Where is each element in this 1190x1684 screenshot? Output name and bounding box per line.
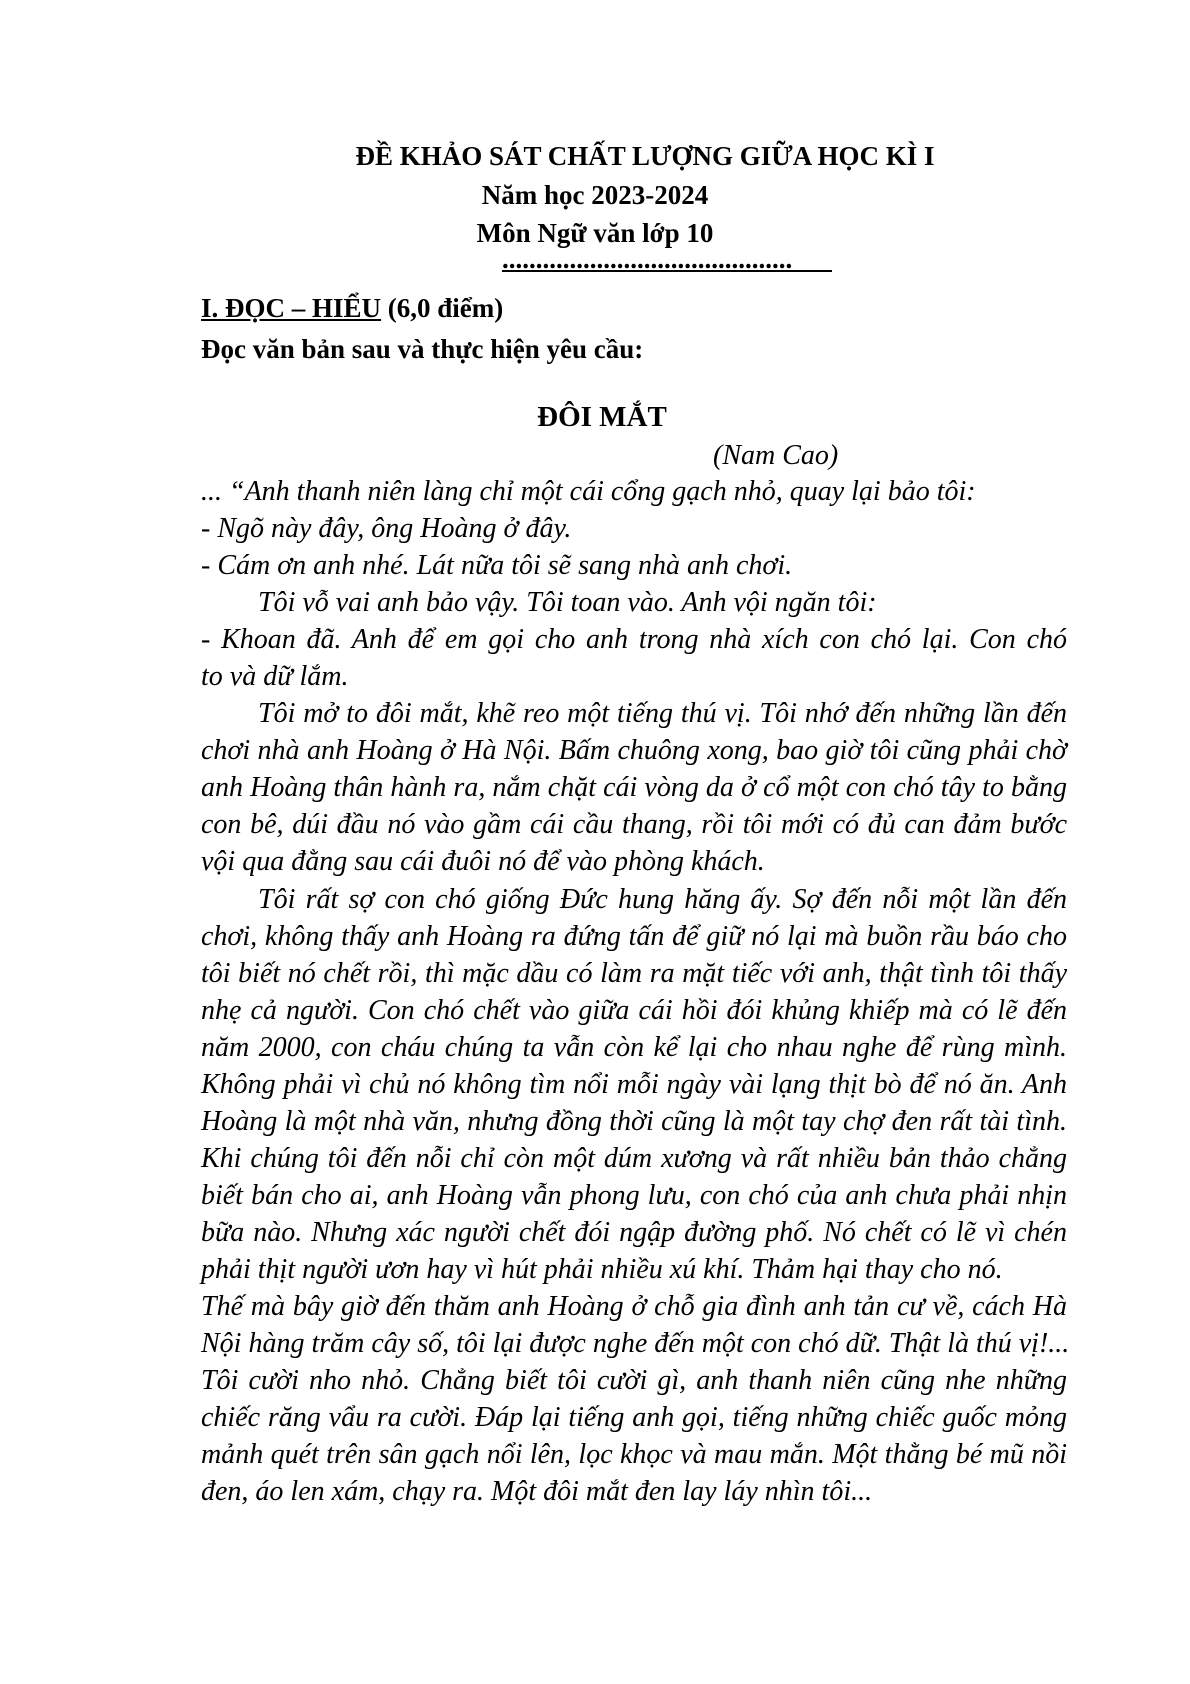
section-heading: [201, 293, 503, 324]
passage-line: con bê, dúi đầu nó vào gầm cái cầu thang, rồi tôi mới có đủ can đảm bước: [201, 809, 1067, 840]
passage-line: chiếc răng vẩu ra cười. Đáp lại tiếng anh gọi, tiếng những chiếc guốc mỏng: [201, 1402, 1067, 1433]
text-author: (Nam Cao): [713, 440, 839, 471]
passage-line: Khi chúng tôi đến nỗi chỉ còn một dúm xương và rất nhiều bản thảo chẳng: [201, 1143, 1067, 1174]
passage-line: - Ngõ này đây, ông Hoàng ở đây.: [201, 513, 572, 544]
passage-line: Tôi rất sợ con chó giống Đức hung hăng ấy. Sợ đến nỗi một lần đến: [258, 884, 1067, 915]
passage-line: đen, áo len xám, chạy ra. Một đôi mắt đen lay láy nhìn tôi...: [201, 1476, 873, 1507]
section-heading-title: I. ĐỌC – HIỂU: [201, 293, 382, 323]
passage-line: Không phải vì chủ nó không tìm nổi mỗi ngày vài lạng thịt bò để nó ăn. Anh: [201, 1069, 1067, 1100]
passage-line: biết bán cho ai, anh Hoàng vẫn phong lưu, con chó của anh chưa phải nhịn: [201, 1180, 1067, 1211]
passage-line: vội qua đằng sau cái đuôi nó để vào phòng khách.: [201, 846, 765, 877]
passage-line: chơi nhà anh Hoàng ở Hà Nội. Bấm chuông xong, bao giờ tôi cũng phải chờ: [201, 735, 1067, 766]
passage-line: to và dữ lắm.: [201, 661, 349, 692]
section-heading-points: (6,0 điểm): [381, 293, 504, 323]
subject-line: Môn Ngữ văn lớp 10: [476, 218, 714, 248]
passage-line: Nội hàng trăm cây số, tôi lại được nghe đến một con chó dữ. Thật là thú vị!...: [201, 1328, 1070, 1359]
passage-line: phải thịt người ươn hay vì hút phải nhiều xú khí. Thảm hại thay cho nó.: [201, 1254, 1003, 1285]
passage-line: ... “Anh thanh niên làng chỉ một cái cổng gạch nhỏ, quay lại bảo tôi:: [201, 476, 976, 507]
passage-line: năm 2000, con cháu chúng ta vẫn còn kể lại cho nhau nghe để rùng mình.: [201, 1032, 1067, 1063]
passage-line: tôi biết nó chết rồi, thì mặc dầu có làm ra mặt tiếc với anh, thật tình tôi thấy: [201, 958, 1067, 989]
passage-line: mảnh quét trên sân gạch nổi lên, lọc khọc và mau mắn. Một thằng bé mũ nồi: [201, 1439, 1067, 1470]
passage-line: chơi, không thấy anh Hoàng ra đứng tấn để giữ nó lại mà buồn rầu báo cho: [201, 921, 1067, 952]
passage-line: nhẹ cả người. Con chó chết vào giữa cái hồi đói khủng khiếp mà có lẽ đến: [201, 995, 1067, 1026]
passage-line: - Cám ơn anh nhé. Lát nữa tôi sẽ sang nhà anh chơi.: [201, 550, 793, 581]
passage-line: Tôi mở to đôi mắt, khẽ reo một tiếng thú vị. Tôi nhớ đến những lần đến: [258, 698, 1067, 729]
passage-line: bữa nào. Nhưng xác người chết đói ngập đường phố. Nó chết có lẽ vì chén: [201, 1217, 1067, 1248]
passage-line: Thế mà bây giờ đến thăm anh Hoàng ở chỗ gia đình anh tản cư về, cách Hà: [201, 1291, 1067, 1322]
dotted-separator: ...........................................: [502, 248, 832, 272]
text-title: ĐÔI MẮT: [537, 401, 667, 433]
passage-line: Tôi cười nho nhỏ. Chẳng biết tôi cười gì, anh thanh niên cũng nhe những: [201, 1365, 1067, 1396]
school-year: Năm học 2023-2024: [481, 180, 709, 210]
passage-line: - Khoan đã. Anh để em gọi cho anh trong nhà xích con chó lại. Con chó: [201, 624, 1067, 655]
exam-title: ĐỀ KHẢO SÁT CHẤT LƯỢNG GIỮA HỌC KÌ I: [355, 141, 935, 171]
passage-line: anh Hoàng thân hành ra, nắm chặt cái vòng da ở cổ một con chó tây to bằng: [201, 772, 1067, 803]
section-instruction: Đọc văn bản sau và thực hiện yêu cầu:: [201, 334, 644, 364]
passage-line: Hoàng là một nhà văn, nhưng đồng thời cũng là một tay chợ đen rất tài tình.: [201, 1106, 1067, 1137]
passage-line: Tôi vỗ vai anh bảo vậy. Tôi toan vào. Anh vội ngăn tôi:: [258, 587, 877, 618]
